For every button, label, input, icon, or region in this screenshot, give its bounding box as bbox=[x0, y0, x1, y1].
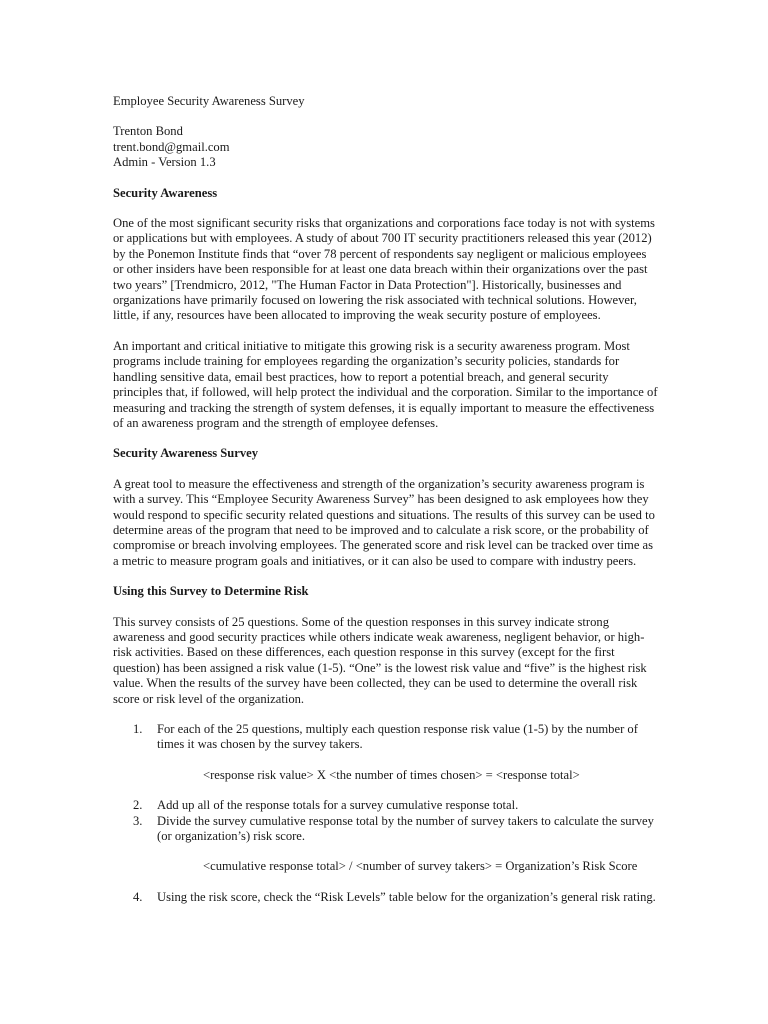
list-item-text: Using the risk score, check the “Risk Levels” table below for the organization’s general risk rating. bbox=[157, 889, 656, 904]
risk-steps-list-continued bbox=[113, 798, 658, 844]
list-item-number: 1. bbox=[133, 722, 143, 736]
heading-determine-risk: Using this Survey to Determine Risk bbox=[113, 584, 309, 599]
list-item bbox=[113, 798, 658, 813]
document-title: Employee Security Awareness Survey bbox=[113, 94, 305, 108]
risk-steps-list-final bbox=[113, 890, 658, 905]
list-item-number: 3. bbox=[133, 813, 143, 828]
document-version: Admin - Version 1.3 bbox=[113, 155, 216, 170]
heading-security-awareness: Security Awareness bbox=[113, 185, 218, 200]
author-name: Trenton Bond bbox=[113, 124, 183, 139]
document-page bbox=[113, 94, 658, 905]
list-item-number: 2. bbox=[133, 798, 143, 813]
risk-steps-list bbox=[113, 722, 658, 753]
author-email: trent.bond@gmail.com bbox=[113, 139, 230, 154]
heading-security-awareness-survey: Security Awareness Survey bbox=[113, 446, 259, 461]
author-block bbox=[113, 124, 658, 170]
paragraph-survey-1: A great tool to measure the effectiveness and strength of the organization’s security awareness program is with a survey. This “Employee Security Awareness Survey” has been designed to ask employees how they would respond to specific security related questions and situations. The results of this survey can be used to determine areas of the program that need to be improved and to calculate a risk score, or the probability of compromise or breach involving employees. The generated score and risk level can be tracked over time as a metric to measure program goals and initiatives, or it can also be used to compare with industry peers. bbox=[113, 476, 655, 568]
list-item-text: For each of the 25 questions, multiply each question response risk value (1-5) by the number of times it was chosen by the survey takers. bbox=[157, 722, 638, 752]
list-item-number: 4. bbox=[133, 889, 143, 904]
list-item-text: Divide the survey cumulative response total by the number of survey takers to calculate the survey (or organization’s) risk score. bbox=[157, 813, 654, 844]
paragraph-security-awareness-1: One of the most significant security risks that organizations and corporations face today is not with systems or applications but with employees. A study of about 700 IT security practitioners released this year (2012) by the Ponemon Institute finds that “over 78 percent of respondents say negligent or malicious employees or other insiders have been responsible for at least one data breach within their organizations over the past two years” [Trendmicro, 2012, "The Human Factor in Data Protection"]. Historically, businesses and organizations have primarily focused on lowering the risk associated with technical solutions. However, little, if any, resources have been allocated to improving the weak security posture of employees. bbox=[113, 216, 655, 323]
paragraph-security-awareness-2: An important and critical initiative to mitigate this growing risk is a security awareness program. Most programs include training for employees regarding the organization’s security policies, standards for handling sensitive data, email best practices, how to report a potential breach, and general security principles that, if followed, will help protect the individual and the corporation. Similar to the importance of measuring and tracking the strength of system defenses, it is equally important to measure the effectiveness of an awareness program and the strength of employee defenses. bbox=[113, 338, 658, 430]
formula-risk-score: <cumulative response total> / <number of survey takers> = Organization’s Risk Score bbox=[203, 859, 638, 874]
list-item-text: Add up all of the response totals for a survey cumulative response total. bbox=[157, 798, 519, 813]
list-item bbox=[113, 890, 658, 905]
list-item bbox=[113, 814, 658, 845]
formula-response-total: <response risk value> X <the number of times chosen> = <response total> bbox=[203, 767, 580, 782]
list-item bbox=[113, 722, 658, 753]
paragraph-determine-risk-1: This survey consists of 25 questions. Some of the question responses in this survey indicate strong awareness and good security practices while others indicate weak awareness, negligent behavior, or high-risk activities. Based on these differences, each question response in this survey (except for the first question) has been assigned a risk value (1-5). “One” is the lowest risk value and “five” is the highest risk value. When the results of the survey have been collected, they can be used to determine the overall risk score or risk level of the organization. bbox=[113, 614, 647, 706]
